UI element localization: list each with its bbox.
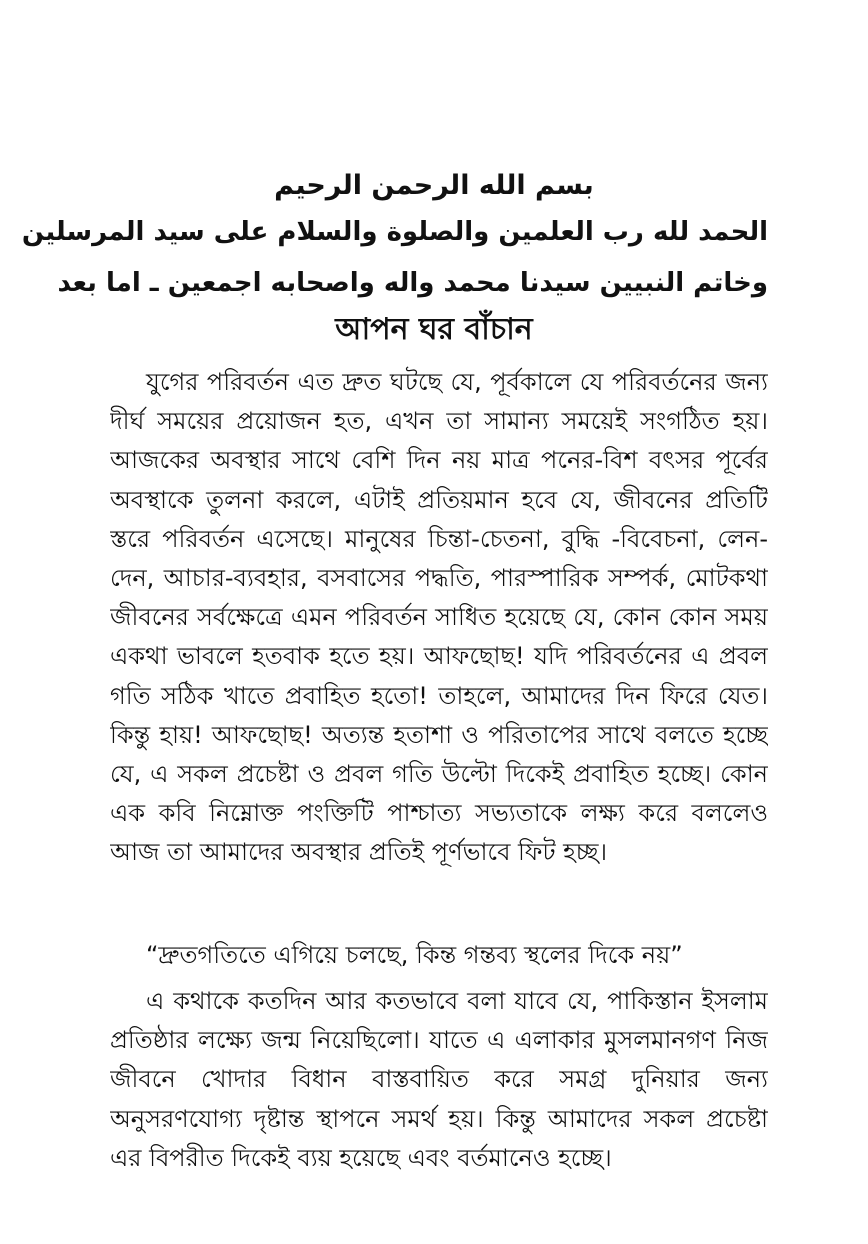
paragraph-1: যুগের পরিবর্তন এত দ্রুত ঘটছে যে, পূর্বকালে যে পরিবর্তনের জন্য দীর্ঘ সময়ের প্রয়োজন হত, এখন তা সামান্য সময়েই সংগঠিত হয়। আজকের অবস্থার সাথে বেশি দিন নয় মাত্র পনের-বিশ বৎসর পূর্বের অবস্থাকে তুলনা করলে, এটাই প্রতিয়মান হবে যে, জীবনের প্রতিটি স্তরে পরিবর্তন এসেছে। মানুষের চিন্তা-চেতনা, বুদ্ধি -বিবেচনা, লেন-দেন, আচার-ব্যবহার, বসবাসের পদ্ধতি, পারস্পারিক সম্পর্ক, মোটকথা জীবনের সর্বক্ষেত্রে এমন পরিবর্তন সাধিত হয়েছে যে, কোন কোন সময় একথা ভাবলে হতবাক হতে হয়। আফছোছ! যদি পরিবর্তনের এ প্রবল গতি সঠিক খাতে প্রবাহিত হতো! তাহলে, আমাদের দিন ফিরে যেত। কিন্তু হায়! আফছোছ! অত্যন্ত হতাশা ও পরিতাপের সাথে বলতে হচ্ছে যে, এ সকল প্রচেষ্টা ও প্রবল গতি উল্টো দিকেই প্রবাহিত হচ্ছে। কোন এক কবি নিম্নোক্ত পংক্তিটি পাশ্চাত্য সভ্যতাকে লক্ষ্য করে বললেও আজ তা আমাদের অবস্থার প্রতিই পূর্ণভাবে ফিট হচ্ছ। [110,368,768,867]
hamd-line-1: الحمد لله رب العلمين والصلوة والسلام على سيد المرسلين [21,217,768,247]
basmala-heading: بسم الله الرحمن الرحيم [274,170,594,201]
article-title: আপন ঘর বাঁচান [335,312,533,347]
paragraph-2: এ কথাকে কতদিন আর কতভাবে বলা যাবে যে, পাকিস্তান ইসলাম প্রতিষ্ঠার লক্ষ্যে জন্ম নিয়েছিলো। যাতে এ এলাকার মুসলমানগণ নিজ জীবনে খোদার বিধান বাস্তবায়িত করে সমগ্র দুনিয়ার জন্য অনুসরণযোগ্য দৃষ্টান্ত স্থাপনে সমর্থ হয়। কিন্তু আমাদের সকল প্রচেষ্টা এর বিপরীত দিকেই ব্যয় হয়েছে এবং বর্তমানেও হচ্ছে। [110,987,768,1172]
hamd-line-2: وخاتم النبيين سيدنا محمد واله واصحابه اجمعين ـ اما بعد [57,268,768,298]
quote-line: “দ্রুতগতিতে এগিয়ে চলছে, কিন্ত গন্তব্য স্থলের দিকে নয়” [146,941,683,969]
